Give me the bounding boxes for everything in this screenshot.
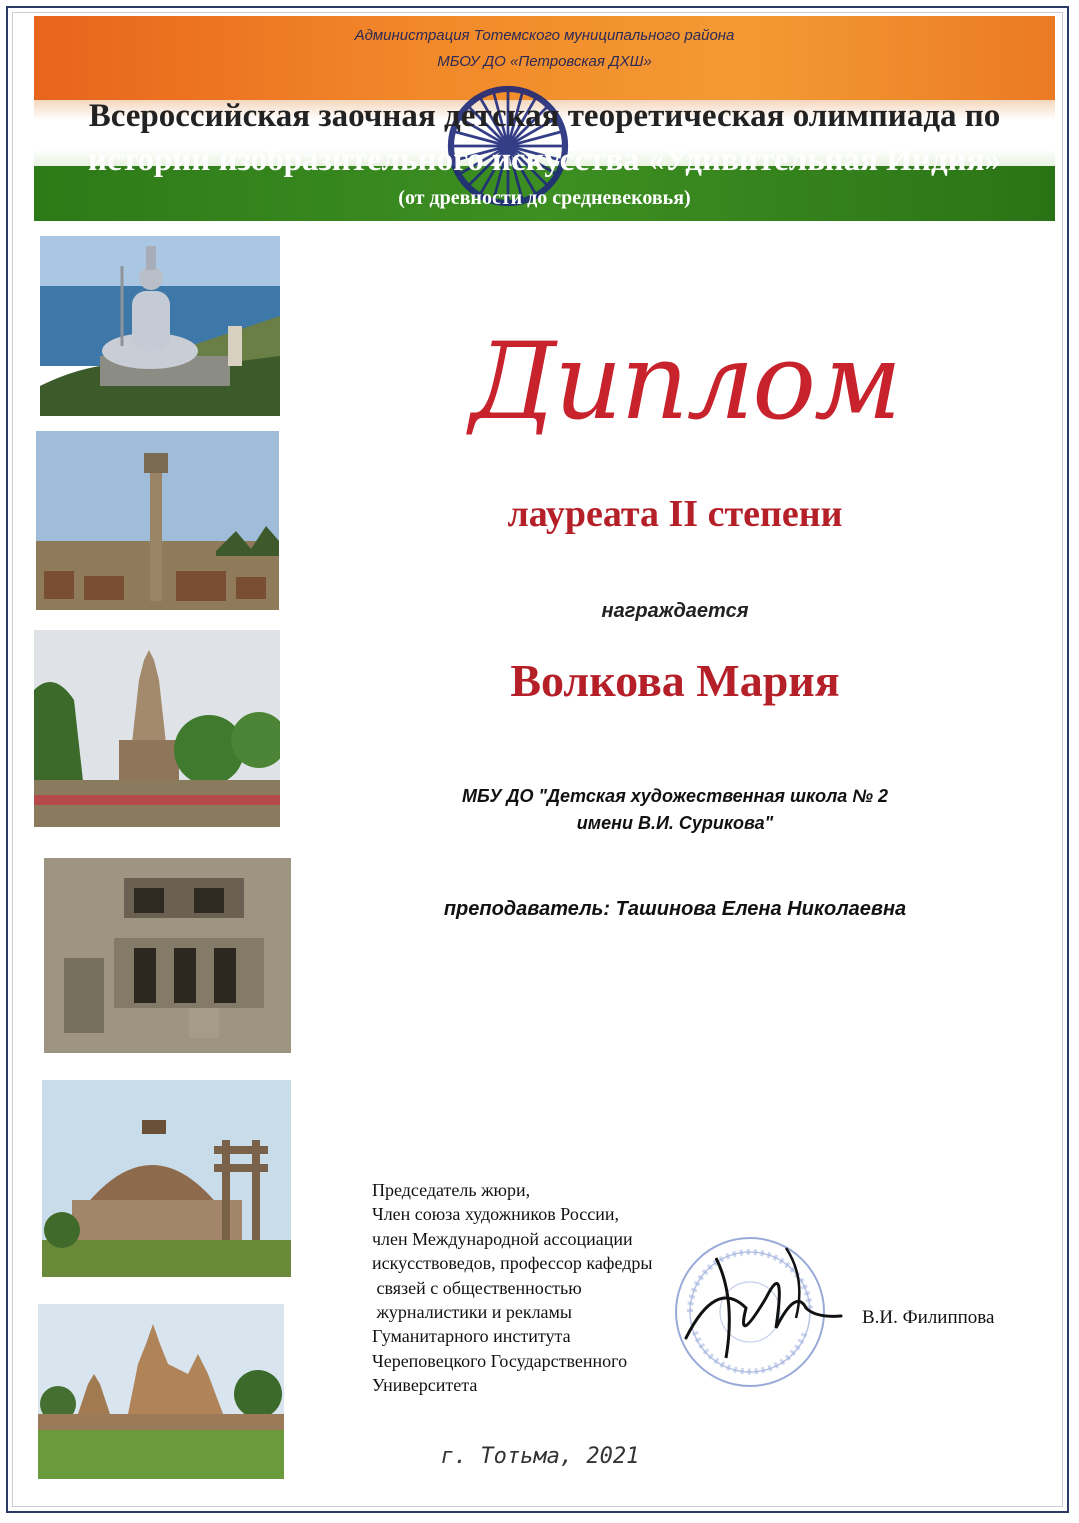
signature-icon bbox=[676, 1238, 846, 1368]
khajuraho-temple-photo bbox=[38, 1304, 284, 1479]
shiva-statue-photo bbox=[40, 236, 280, 416]
olympiad-subtitle: (от древности до средневековья) bbox=[398, 187, 691, 209]
mahabodhi-temple-photo bbox=[34, 630, 280, 827]
recipient-name: Волкова Мария bbox=[510, 655, 840, 706]
school-line-1: МБУ ДО "Детская художественная школа № 2 bbox=[462, 786, 888, 806]
header-banner bbox=[34, 16, 1055, 221]
city-year: г. Тотьма, 2021 bbox=[440, 1444, 640, 1469]
school-line-2: имени В.И. Сурикова" bbox=[576, 813, 774, 833]
cave-temple-photo bbox=[44, 858, 291, 1053]
school-name bbox=[400, 783, 950, 837]
olympiad-title-line-1: Всероссийская заочная детская теоретическая олимпиада по bbox=[88, 98, 1001, 134]
teacher-line: преподаватель: Ташинова Елена Николаевна bbox=[443, 898, 907, 920]
ashoka-pillar-photo bbox=[36, 431, 279, 610]
diploma-heading: Диплом bbox=[470, 320, 900, 443]
awarded-label: награждается bbox=[601, 600, 749, 622]
olympiad-title-line-2: истории изобразительного искусства «Удивительная Индия» bbox=[87, 142, 1002, 178]
admin-line-1: Администрация Тотемского муниципального района bbox=[354, 27, 735, 44]
laureate-degree: лауреата II степени bbox=[507, 493, 843, 535]
signer-name: В.И. Филиппова bbox=[862, 1307, 995, 1328]
admin-line-2: МБОУ ДО «Петровская ДХШ» bbox=[437, 53, 652, 70]
jury-chair-credentials: Председатель жюри, Член союза художников России, член Международной ассоциации искусствоведов, профессор кафедры связей с общественностью журналистики и рекламы Гуманитарного института Череповецкого Государственного Университета bbox=[372, 1180, 653, 1396]
sanchi-stupa-photo bbox=[42, 1080, 291, 1277]
